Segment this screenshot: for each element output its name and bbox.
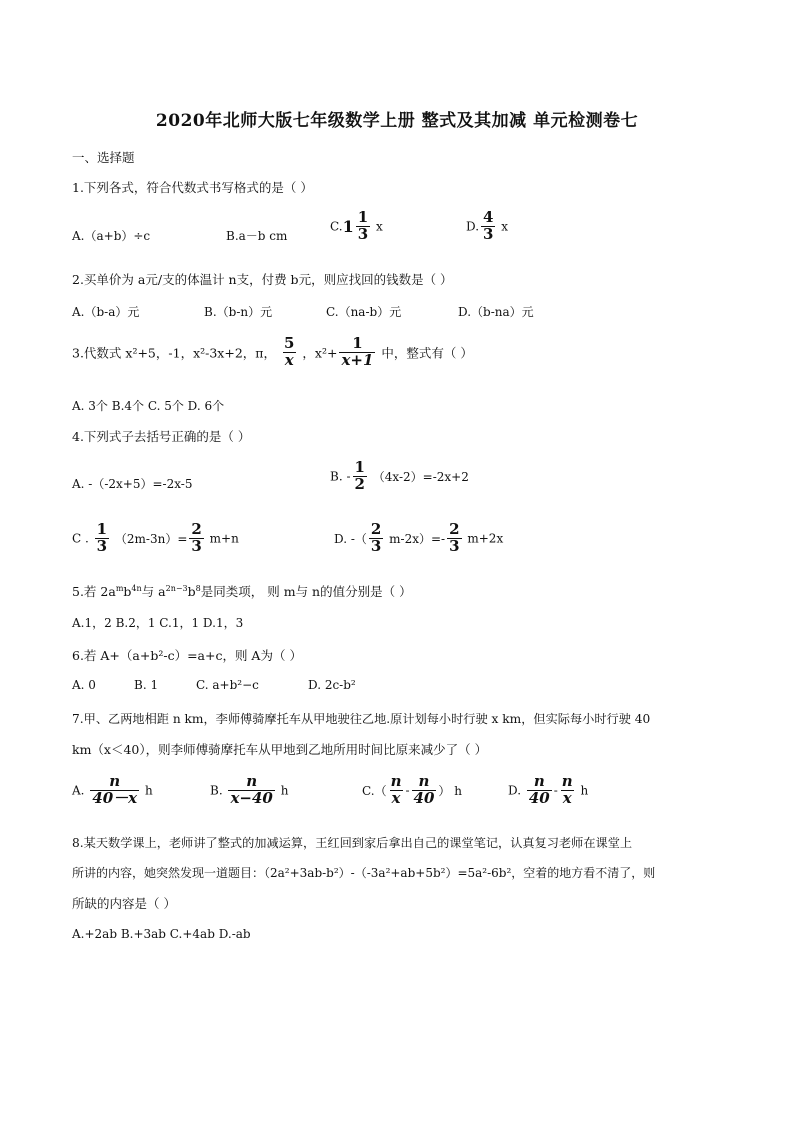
q8-stem-line3: 所缺的内容是（ ） xyxy=(72,896,176,911)
q1-option-a: A.（a+b）÷c xyxy=(72,229,151,243)
q7-option-d: D. $\frac{n}{40}$ - $\frac{n}{x}$ h xyxy=(508,772,589,807)
q6-option-c: C. a+b²−c xyxy=(196,678,259,692)
q4-option-c: C . $\frac{1}{3}$ （2m-3n）= $\frac{2}{3}$ m+n xyxy=(72,520,239,555)
q5-options: A.1，2 B.2，1 C.1，1 D.1，3 xyxy=(72,616,244,630)
page-title: 2020年北师大版七年级数学上册 整式及其加减 单元检测卷七 xyxy=(155,111,639,131)
q7-stem-line1: 7.甲、乙两地相距 n km，李师傅骑摩托车从甲地驶往乙地.原计划每小时行驶 x km，但实际每小时行驶 40 xyxy=(72,712,651,726)
q1-option-b: B.a－b cm xyxy=(226,229,288,243)
q1-option-c: C.1 $\frac{1}{3}$ x xyxy=(330,208,383,243)
q2-option-b: B.（b-n）元 xyxy=(204,305,273,319)
q6-option-d: D. 2c-b² xyxy=(308,678,356,692)
q3-stem: 3.代数式 x²+5，-1，x²-3x+2，π， $\frac{5}{x}$ ，x²+ $\frac{1}{x+1}$ 中，整式有（ ） xyxy=(72,334,473,369)
q6-stem: 6.若 A+（a+b²-c）=a+c，则 A为（ ） xyxy=(72,648,302,663)
q7-option-c: C.（ $\frac{n}{x}$ - $\frac{n}{40}$ ） h xyxy=(362,772,462,807)
q2-option-c: C.（na-b）元 xyxy=(326,305,402,319)
q7-stem-line2: km（x＜40），则李师傅骑摩托车从甲地到乙地所用时间比原来减少了（ ） xyxy=(72,742,488,757)
q5-stem: 5.若 $2a^mb^{4n}$与 $a^{2n-3}b^8$是同类项， 则 m与 n的值分别是（ ） xyxy=(72,583,412,599)
q2-option-d: D.（b-na）元 xyxy=(458,305,534,319)
q7-option-a: A. $\frac{n}{40-x}$ h xyxy=(72,772,153,807)
q2-option-a: A.（b-a）元 xyxy=(72,305,140,319)
section-heading: 一、选择题 xyxy=(72,150,135,165)
q6-option-a: A. 0 xyxy=(72,678,96,692)
q1-option-d: D. $\frac{4}{3}$ x xyxy=(466,208,509,243)
q8-options: A.+2ab B.+3ab C.+4ab D.-ab xyxy=(72,927,251,941)
q2-stem: 2.买单价为 a元/支的体温计 n支，付费 b元，则应找回的钱数是（ ） xyxy=(72,272,453,287)
q1-stem: 1.下列各式，符合代数式书写格式的是（ ） xyxy=(72,180,313,195)
q8-stem-line1: 8.某天数学课上，老师讲了整式的加减运算，王红回到家后拿出自己的课堂笔记，认真复习老师在课堂上 xyxy=(72,836,633,850)
q3-options: A. 3个 B.4个 C. 5个 D. 6个 xyxy=(72,399,225,413)
q4-option-a: A. -（-2x+5）=-2x-5 xyxy=(72,477,193,491)
q4-option-b: B. - $\frac{1}{2}$ （4x-2）=-2x+2 xyxy=(330,458,469,493)
q8-stem-line2: 所讲的内容，她突然发现一道题目：（2a²+3ab-b²）-（-3a²+ab+5b²）=5a²-6b²，空着的地方看不清了，则 xyxy=(72,866,656,880)
q6-option-b: B. 1 xyxy=(134,678,159,692)
q7-option-b: B. $\frac{n}{x-40}$ h xyxy=(210,772,289,807)
q4-option-d: D. -（ $\frac{2}{3}$ m-2x）=- $\frac{2}{3}$ m+2x xyxy=(334,520,504,555)
q4-stem: 4.下列式子去括号正确的是（ ） xyxy=(72,429,251,444)
